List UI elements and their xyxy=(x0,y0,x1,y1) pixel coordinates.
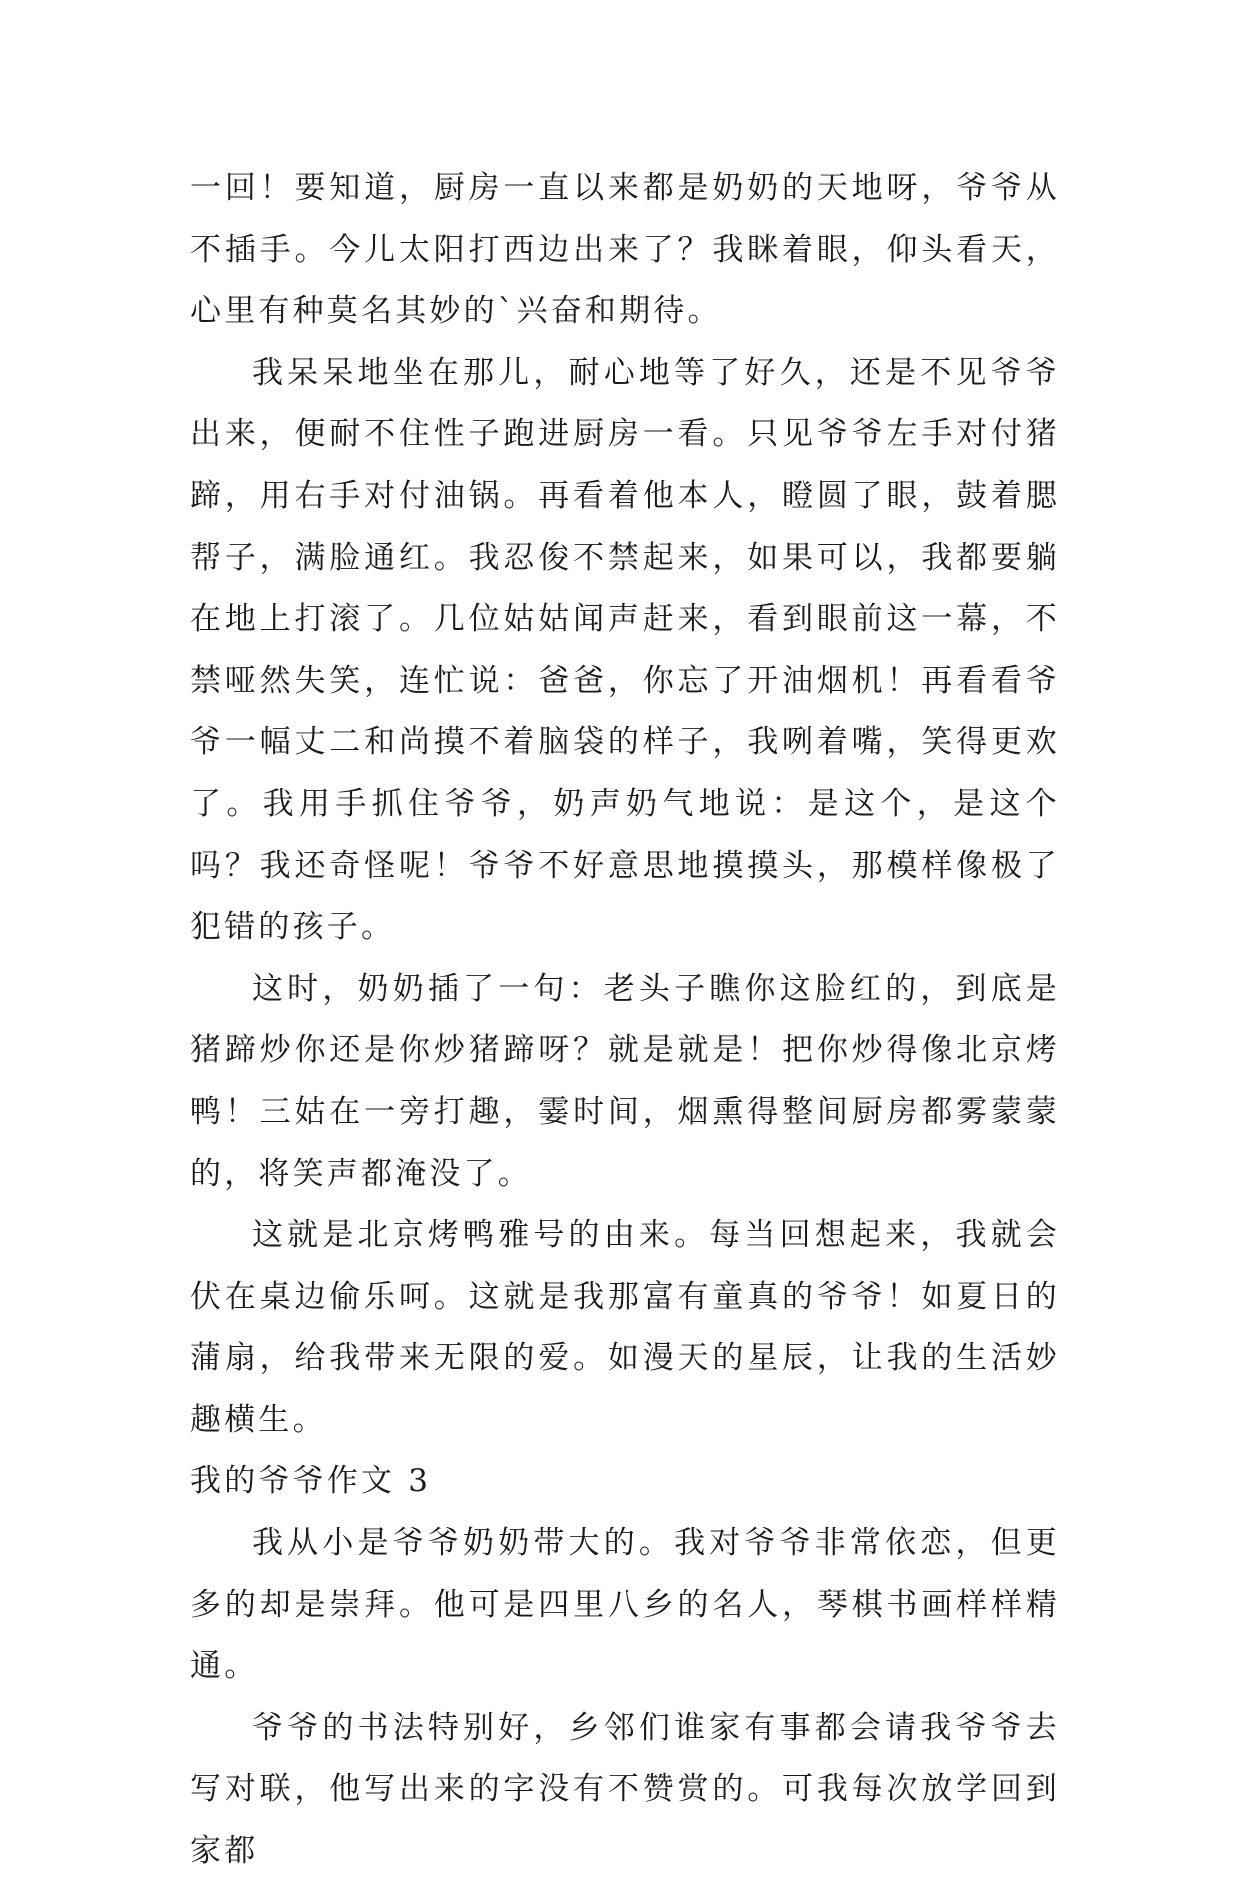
paragraph-kitchen-scene: 我呆呆地坐在那儿，耐心地等了好久，还是不见爷爷出来，便耐不住性子跑进厨房一看。只见爷爷左手对付猪蹄，用右手对付油锅。再看着他本人，瞪圆了眼，鼓着腮帮子，满脸通红。我忍俊不禁起来，如果可以，我都要躺在地上打滚了。几位姑姑闻声赶来，看到眼前这一幕，不禁哑然失笑，连忙说：爸爸，你忘了开油烟机！再看看爷爷一幅丈二和尚摸不着脑袋的样子，我咧着嘴，笑得更欢了。我用手抓住爷爷，奶声奶气地说：是这个，是这个吗？我还奇怪呢！爷爷不好意思地摸摸头，那模样像极了犯错的孩子。 xyxy=(190,354,1060,946)
paragraph-nickname-origin: 这就是北京烤鸭雅号的由来。每当回想起来，我就会伏在桌边偷乐呵。这就是我那富有童真的爷爷！如夏日的蒲扇，给我带来无限的爱。如漫天的星辰，让我的生活妙趣横生。 xyxy=(190,1217,1060,1438)
document-body xyxy=(190,158,1060,1883)
paragraph-continuation: 一回！要知道，厨房一直以来都是奶奶的天地呀，爷爷从不插手。今儿太阳打西边出来了？我眯着眼，仰头看天，心里有种莫名其妙的`兴奋和期待。 xyxy=(190,170,1060,330)
paragraph-grandma-joke: 这时，奶奶插了一句：老头子瞧你这脸红的，到底是猪蹄炒你还是你炒猪蹄呀？就是就是！把你炒得像北京烤鸭！三姑在一旁打趣，霎时间，烟熏得整间厨房都雾蒙蒙的，将笑声都淹没了。 xyxy=(190,970,1060,1192)
paragraph-calligraphy: 爷爷的书法特别好，乡邻们谁家有事都会请我爷爷去写对联，他写出来的字没有不赞赏的。可我每次放学回到家都 xyxy=(190,1709,1060,1870)
paragraph-raised-by-grandparents: 我从小是爷爷奶奶带大的。我对爷爷非常依恋，但更多的却是崇拜。他可是四里八乡的名人，琴棋书画样样精通。 xyxy=(190,1525,1060,1685)
essay-title: 我的爷爷作文 3 xyxy=(190,1463,432,1500)
